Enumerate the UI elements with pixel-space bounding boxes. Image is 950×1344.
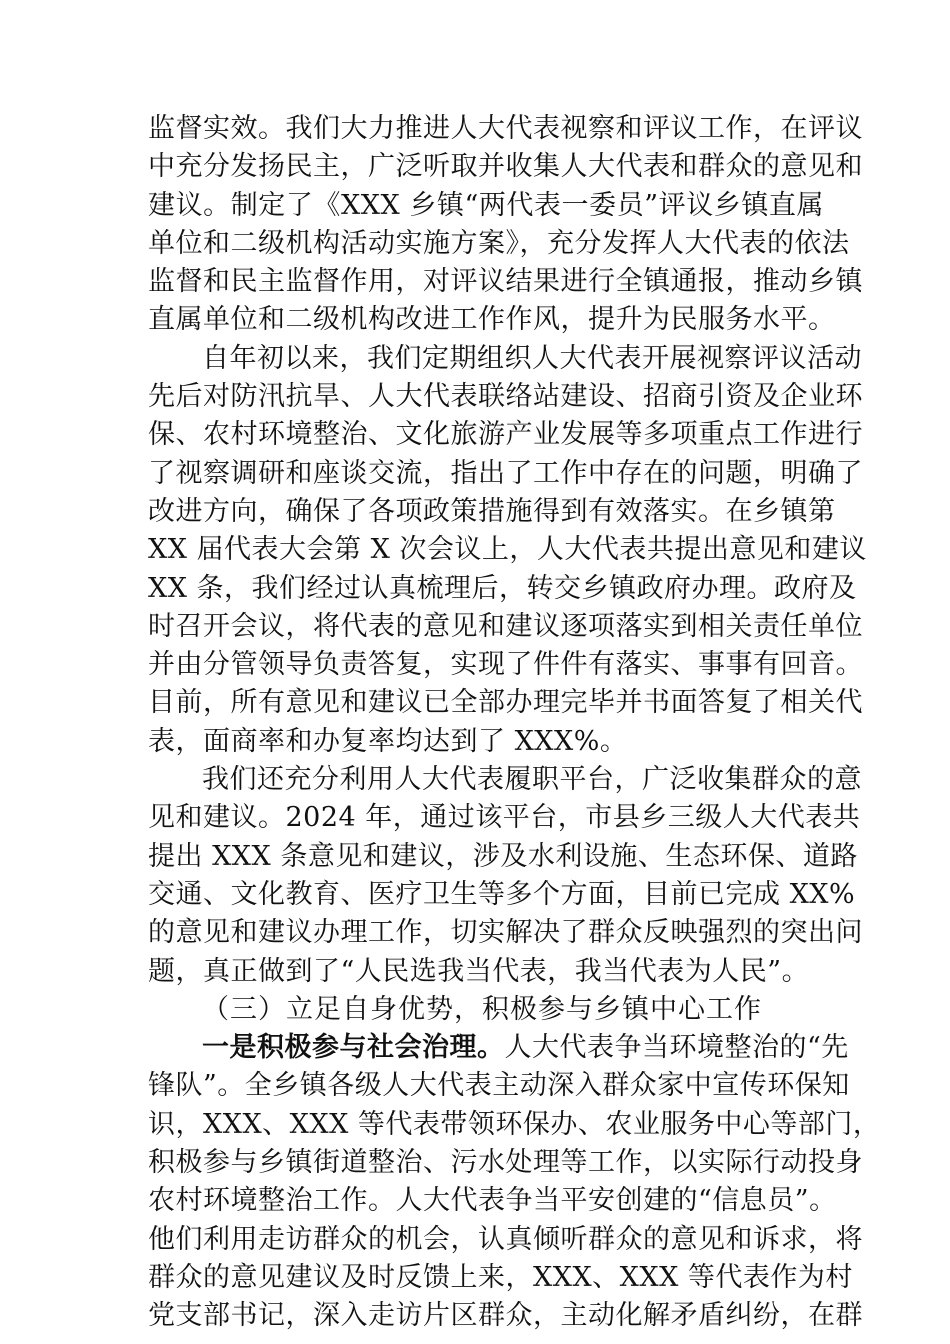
text-line: 保、农村环境整治、文化旅游产业发展等多项重点工作进行 (148, 419, 863, 451)
text-line: 见和建议。2024 年，通过该平台，市县乡三级人大代表共 (148, 802, 861, 834)
bold-lead-phrase: 一是积极参与社会治理。 (202, 1032, 505, 1064)
text-line: XX 条，我们经过认真梳理后，转交乡镇政府办理。政府及 (148, 572, 857, 604)
text-line: 党支部书记，深入走访片区群众，主动化解矛盾纠纷，在群 (148, 1300, 863, 1332)
text-line: 时召开会议，将代表的意见和建议逐项落实到相关责任单位 (148, 610, 863, 642)
text-line: 建议。制定了《XXX 乡镇“两代表一委员”评议乡镇直属 (148, 189, 824, 221)
text-line: 锋队”。全乡镇各级人大代表主动深入群众家中宣传环保知 (148, 1070, 850, 1102)
text-line: 了视察调研和座谈交流，指出了工作中存在的问题，明确了 (148, 457, 863, 489)
text-line: 提出 XXX 条意见和建议，涉及水利设施、生态环保、道路 (148, 840, 858, 872)
text-line: 直属单位和二级机构改进工作作风，提升为民服务水平。 (148, 304, 836, 336)
text-line: 我们还充分利用人大代表履职平台，广泛收集群众的意 (202, 764, 862, 796)
text-line: 题，真正做到了“人民选我当代表，我当代表为人民”。 (148, 955, 810, 987)
text-line: 目前，所有意见和建议已全部办理完毕并书面答复了相关代 (148, 687, 863, 719)
text-line: 他们利用走访群众的机会，认真倾听群众的意见和诉求，将 (148, 1223, 863, 1255)
text-line: 的意见和建议办理工作，切实解决了群众反映强烈的突出问 (148, 917, 863, 949)
text-line: 中充分发扬民主，广泛听取并收集人大代表和群众的意见和 (148, 151, 863, 183)
text-line: 积极参与乡镇街道整治、污水处理等工作，以实际行动投身 (148, 1147, 863, 1179)
text-line: 交通、文化教育、医疗卫生等多个方面，目前已完成 XX% (148, 878, 856, 910)
text-line: 识，XXX、XXX 等代表带领环保办、农业服务中心等部门， (148, 1108, 881, 1140)
section-heading: （三）立足自身优势，积极参与乡镇中心工作 (202, 993, 762, 1025)
text-line: 表，面商率和办复率均达到了 XXX%。 (148, 725, 628, 757)
document-body (148, 110, 881, 1336)
text-line: 群众的意见建议及时反馈上来，XXX、XXX 等代表作为村 (148, 1261, 853, 1293)
text-line: 农村环境整治工作。人大代表争当平安创建的“信息员”。 (148, 1185, 837, 1217)
text-line: 先后对防汛抗旱、人大代表联络站建设、招商引资及企业环 (148, 381, 863, 413)
text-line: 单位和二级机构活动实施方案》，充分发挥人大代表的依法 (148, 227, 850, 259)
text-line (148, 1029, 849, 1067)
text-line: 改进方向，确保了各项政策措施得到有效落实。在乡镇第 (148, 495, 836, 527)
text-line: 并由分管领导负责答复，实现了件件有落实、事事有回音。 (148, 649, 863, 681)
text-segment: 人大代表争当环境整治的“先 (504, 1032, 849, 1064)
text-line: XX 届代表大会第 X 次会议上，人大代表共提出意见和建议 (148, 534, 867, 566)
text-line: 监督实效。我们大力推进人大代表视察和评议工作，在评议 (148, 113, 863, 144)
text-line: 监督和民主监督作用，对评议结果进行全镇通报，推动乡镇 (148, 266, 863, 298)
text-line: 自年初以来，我们定期组织人大代表开展视察评议活动 (202, 342, 862, 374)
